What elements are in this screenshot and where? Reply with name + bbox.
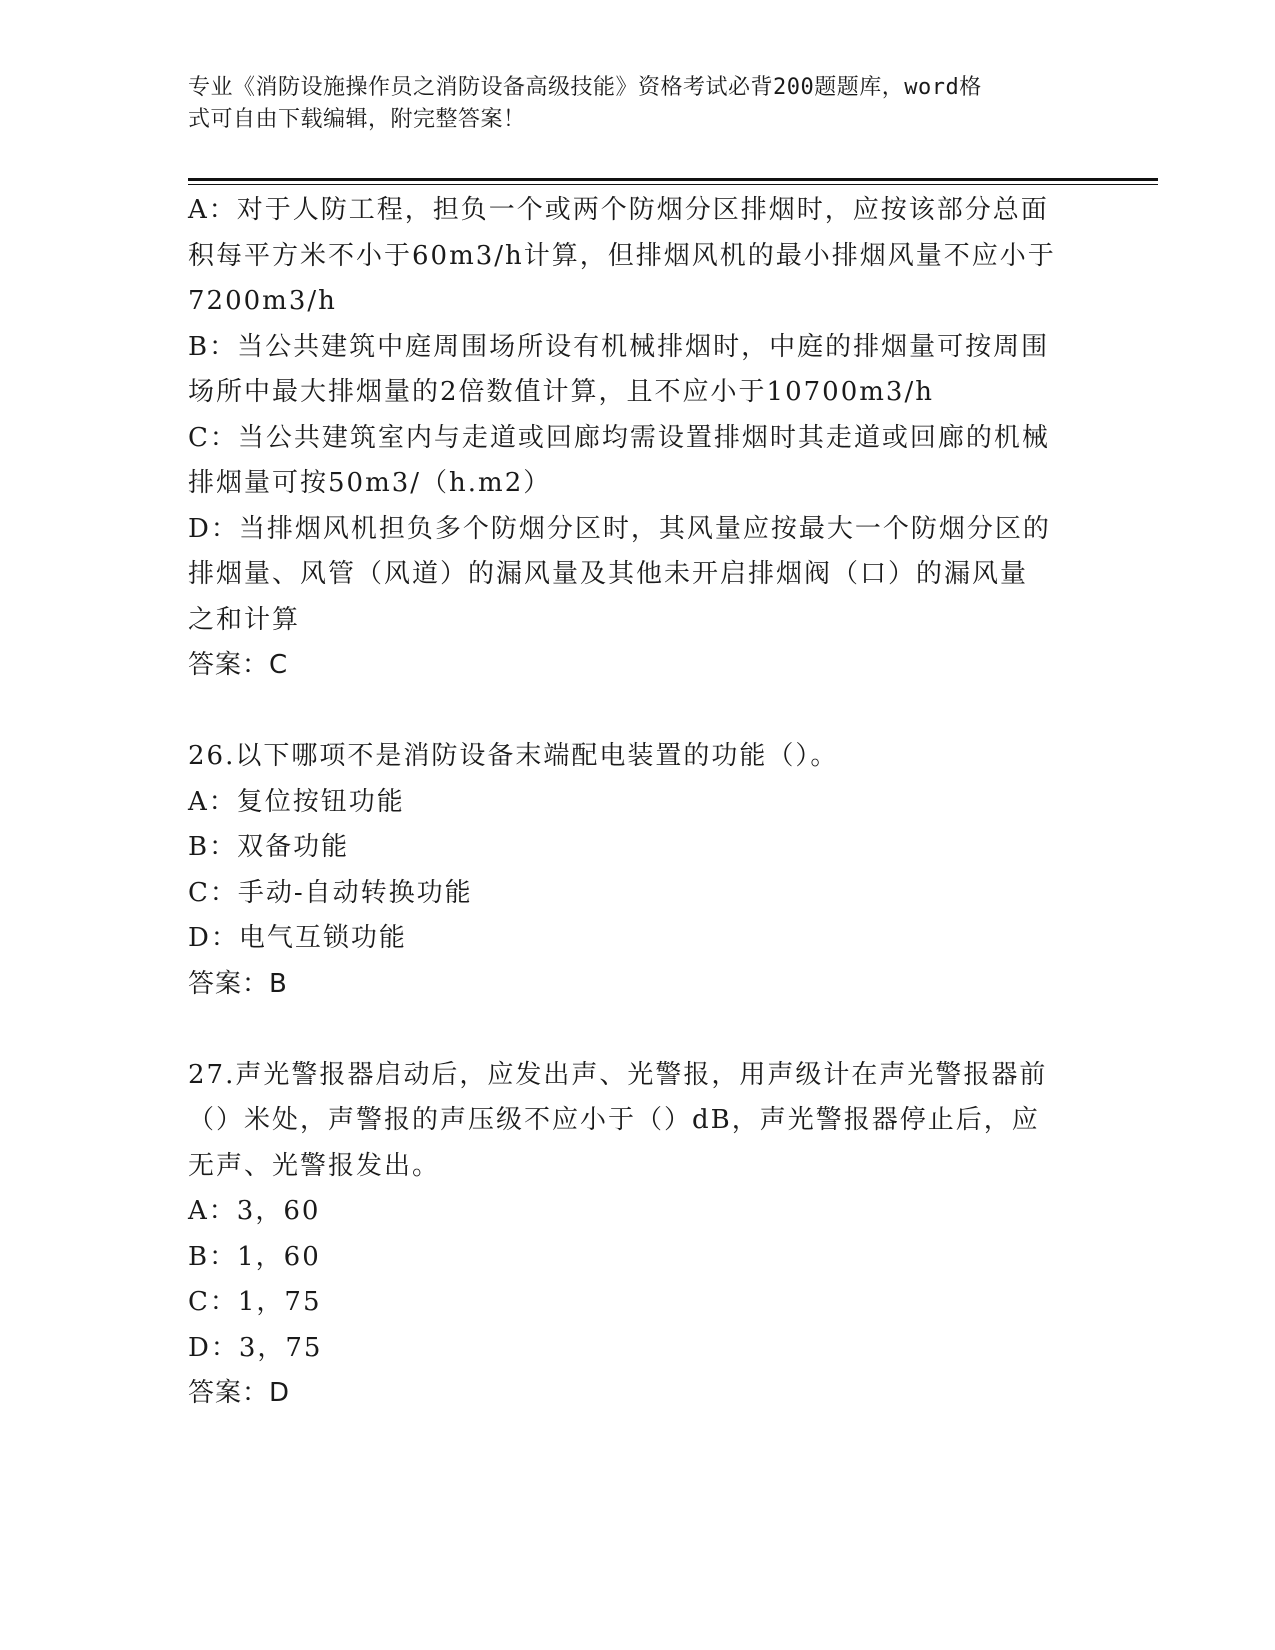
text-line: 场所中最大排烟量的2倍数值计算，且不应小于10700m3/h [188,377,934,407]
text-line: D：当排烟风机担负多个防烟分区时，其风量应按最大一个防烟分区的 [188,513,1051,544]
spacer [188,1007,1088,1053]
text-line: 7200m3/h [188,286,337,316]
text-line: （）米处，声警报的声压级不应小于（）dB，声光警报器停止后，应 [188,1105,1040,1135]
question-27-option-b: B：1，60 [188,1241,321,1272]
text-line: 排烟量可按50m3/（h.m2） [188,468,552,498]
question-26-option-c: C：手动-自动转换功能 [188,877,473,908]
document-header [188,72,1068,136]
text-line: 之和计算 [188,604,301,635]
question-27-text [188,1053,1088,1190]
text-line: C：当公共建筑室内与走道或回廊均需设置排烟时其走道或回廊的机械 [188,422,1050,453]
question-25-option-c [188,416,1088,507]
header-line: 专业《消防设施操作员之消防设备高级技能》资格考试必背200题题库，word格 [188,75,982,100]
text-line: 27.声光警报器启动后，应发出声、光警报，用声级计在声光警报器前 [188,1059,1048,1090]
question-27-option-a: A：3，60 [188,1196,321,1226]
document-body [188,188,1088,1417]
question-26-option-b: B：双备功能 [188,832,350,862]
header-divider [188,178,1158,181]
spacer [188,689,1088,735]
header-divider-thin [188,184,1158,185]
text-line: 积每平方米不小于60m3/h计算，但排烟风机的最小排烟风量不应小于 [188,240,1056,271]
question-25-option-d [188,507,1088,644]
text-line: 无声、光警报发出。 [188,1150,441,1181]
text-line: B：当公共建筑中庭周围场所设有机械排烟时，中庭的排烟量可按周围 [188,331,1050,362]
text-line: 排烟量、风管（风道）的漏风量及其他未开启排烟阀（口）的漏风量 [188,559,1029,589]
question-25-answer: 答案：C [188,650,289,680]
question-25-option-a [188,188,1088,325]
question-27-answer: 答案：D [188,1378,291,1408]
question-27-option-c: C：1，75 [188,1287,322,1317]
text-line: A：对于人防工程，担负一个或两个防烟分区排烟时，应按该部分总面 [188,195,1049,225]
question-25-option-b [188,325,1088,416]
question-26-option-a: A：复位按钮功能 [188,786,405,817]
question-26-text: 26.以下哪项不是消防设备末端配电装置的功能（）。 [188,741,839,771]
header-line: 式可自由下载编辑，附完整答案！ [188,107,526,132]
question-27-option-d: D：3，75 [188,1332,323,1363]
question-26-option-d: D：电气互锁功能 [188,923,407,953]
question-26-answer: 答案：B [188,968,288,999]
